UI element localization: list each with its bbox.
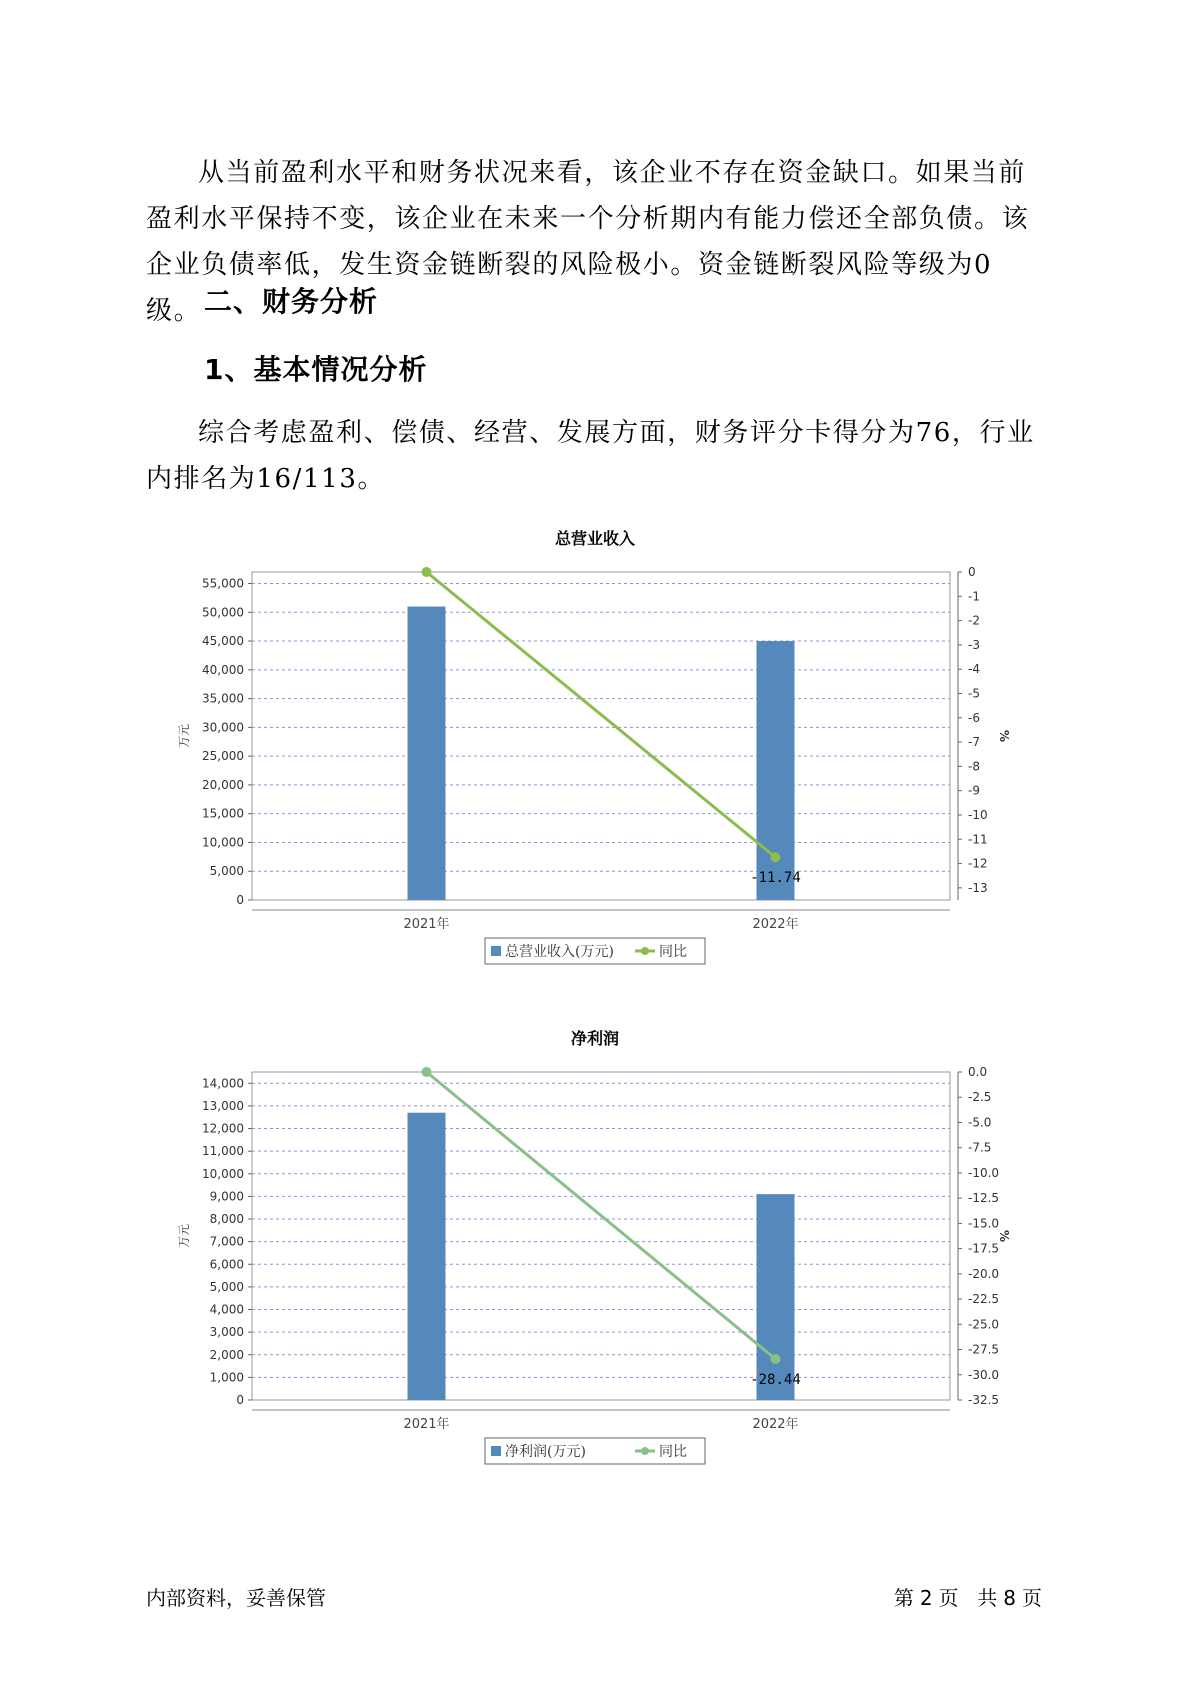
page-current: 2 xyxy=(919,1586,933,1610)
revenue-chart xyxy=(0,520,1191,980)
revenue-line-point xyxy=(422,567,432,577)
net-profit-title: 净利润 xyxy=(570,1029,620,1048)
net-profit-x-tick-label: 2021年 xyxy=(403,1417,450,1432)
net-profit-y2-tick-label: -17.5 xyxy=(968,1241,1000,1256)
net-profit-legend-line-label: 同比 xyxy=(659,1444,687,1460)
revenue-y2-tick-label: -10 xyxy=(968,807,988,822)
revenue-y2-tick-label: -9 xyxy=(968,783,980,798)
net-profit-y-tick-label: 1,000 xyxy=(209,1370,244,1385)
net-profit-x-tick-label: 2022年 xyxy=(752,1417,799,1432)
net-profit-bar xyxy=(408,1113,446,1400)
net-profit-y-tick-label: 12,000 xyxy=(202,1121,244,1136)
net-profit-y2-tick-label: -20.0 xyxy=(968,1266,1000,1281)
revenue-y-tick-label: 25,000 xyxy=(202,749,244,764)
revenue-y2-tick-label: -7 xyxy=(968,735,980,750)
revenue-y2-axis-label: % xyxy=(997,729,1011,743)
net-profit-legend-bar-label: 净利润(万元) xyxy=(505,1444,586,1460)
net-profit-y-tick-label: 4,000 xyxy=(209,1302,244,1317)
revenue-y-tick-label: 45,000 xyxy=(202,634,244,649)
net-profit-y-tick-label: 3,000 xyxy=(209,1325,244,1340)
revenue-y2-tick-label: -11 xyxy=(968,832,988,847)
revenue-y-tick-label: 5,000 xyxy=(209,864,244,879)
revenue-y2-tick-label: -2 xyxy=(968,613,980,628)
revenue-y2-tick-label: -12 xyxy=(968,856,988,871)
subsection-heading-basic-analysis: 1、基本情况分析 xyxy=(204,353,428,386)
revenue-y2-tick-label: -3 xyxy=(968,637,980,652)
revenue-y-tick-label: 35,000 xyxy=(202,691,244,706)
page-suffix: 页 xyxy=(938,1586,959,1610)
revenue-y-tick-label: 15,000 xyxy=(202,806,244,821)
net-profit-chart-svg xyxy=(0,1020,1191,1480)
net-profit-y-tick-label: 9,000 xyxy=(209,1189,244,1204)
net-profit-y2-tick-label: -2.5 xyxy=(968,1090,992,1105)
revenue-y-tick-label: 0 xyxy=(236,893,244,907)
net-profit-legend-bar-swatch xyxy=(491,1446,501,1456)
net-profit-y-tick-label: 0 xyxy=(236,1393,244,1407)
net-profit-data-label: -28.44 xyxy=(750,1372,801,1389)
net-profit-y2-tick-label: -27.5 xyxy=(968,1342,1000,1357)
revenue-y-tick-label: 40,000 xyxy=(202,662,244,677)
page-prefix: 第 xyxy=(893,1586,914,1610)
revenue-data-label: -11.74 xyxy=(750,870,801,887)
total-suffix: 页 xyxy=(1022,1586,1042,1610)
net-profit-line-point xyxy=(422,1067,432,1077)
revenue-x-tick-label: 2022年 xyxy=(752,917,799,932)
net-profit-y2-axis-label: % xyxy=(997,1229,1011,1243)
net-profit-legend-line-marker xyxy=(641,1447,649,1455)
revenue-legend-bar-swatch xyxy=(491,946,501,956)
net-profit-y-tick-label: 13,000 xyxy=(202,1098,244,1113)
net-profit-y-tick-label: 6,000 xyxy=(209,1257,244,1272)
revenue-legend-bar-label: 总营业收入(万元) xyxy=(505,944,614,960)
net-profit-line-point xyxy=(771,1354,781,1364)
section-heading-financial-analysis: 二、财务分析 xyxy=(204,285,379,318)
revenue-plot-area xyxy=(252,572,950,900)
total-prefix: 共 xyxy=(977,1586,998,1610)
net-profit-y-tick-label: 2,000 xyxy=(209,1347,244,1362)
revenue-y2-tick-label: 0 xyxy=(968,565,976,579)
net-profit-y-tick-label: 14,000 xyxy=(202,1076,244,1091)
net-profit-y-tick-label: 10,000 xyxy=(202,1166,244,1181)
net-profit-plot-area xyxy=(252,1072,950,1400)
net-profit-y2-tick-label: -12.5 xyxy=(968,1191,1000,1206)
net-profit-y-tick-label: 11,000 xyxy=(202,1144,244,1159)
revenue-legend-line-label: 同比 xyxy=(659,944,687,960)
net-profit-y2-tick-label: -32.5 xyxy=(968,1393,1000,1407)
revenue-y-tick-label: 50,000 xyxy=(202,605,244,620)
revenue-y2-tick-label: -6 xyxy=(968,710,980,725)
revenue-bar xyxy=(408,607,446,900)
total-pages: 8 xyxy=(1003,1586,1016,1610)
net-profit-y-tick-label: 7,000 xyxy=(209,1234,244,1249)
revenue-title: 总营业收入 xyxy=(554,529,636,548)
net-profit-y2-tick-label: -22.5 xyxy=(968,1292,1000,1307)
revenue-y-tick-label: 55,000 xyxy=(202,576,244,591)
net-profit-y2-tick-label: -30.0 xyxy=(968,1367,1000,1382)
revenue-y-tick-label: 30,000 xyxy=(202,720,244,735)
risk-paragraph: 从当前盈利水平和财务状况来看，该企业不存在资金缺口。如果当前盈利水平保持不变，该企业在未来一个分析期内有能力偿还全部负债。该企业负债率低，发生资金链断裂的风险极小。资金链断裂风险等级为0级。 xyxy=(146,158,1030,326)
net-profit-bar xyxy=(757,1194,795,1400)
revenue-y2-tick-label: -8 xyxy=(968,759,980,774)
revenue-y2-tick-label: -13 xyxy=(968,880,988,895)
revenue-y2-tick-label: -1 xyxy=(968,589,980,604)
revenue-chart-svg xyxy=(0,520,1191,980)
score-paragraph: 综合考虑盈利、偿债、经营、发展方面，财务评分卡得分为76，行业内排名为16/113。 xyxy=(146,418,1035,494)
revenue-y2-tick-label: -4 xyxy=(968,662,980,677)
net-profit-y-tick-label: 8,000 xyxy=(209,1212,244,1227)
net-profit-y-tick-label: 5,000 xyxy=(209,1279,244,1294)
net-profit-y2-tick-label: -5.0 xyxy=(968,1115,992,1130)
net-profit-y2-tick-label: -25.0 xyxy=(968,1317,1000,1332)
revenue-y-tick-label: 10,000 xyxy=(202,835,244,850)
revenue-x-tick-label: 2021年 xyxy=(403,917,450,932)
net-profit-y2-tick-label: -15.0 xyxy=(968,1216,1000,1231)
revenue-y-axis-label: 万元 xyxy=(177,723,191,749)
revenue-line-point xyxy=(771,852,781,862)
net-profit-y2-tick-label: -7.5 xyxy=(968,1140,992,1155)
net-profit-y2-tick-label: 0.0 xyxy=(968,1065,988,1079)
revenue-y2-tick-label: -5 xyxy=(968,686,980,701)
revenue-legend-line-marker xyxy=(641,947,649,955)
net-profit-y-axis-label: 万元 xyxy=(177,1223,191,1249)
revenue-y-tick-label: 20,000 xyxy=(202,777,244,792)
net-profit-chart xyxy=(0,1020,1191,1480)
net-profit-y2-tick-label: -10.0 xyxy=(968,1165,1000,1180)
footer-confidential-note: 内部资料，妥善保管 xyxy=(146,1586,326,1610)
footer-page-number xyxy=(891,1582,1045,1611)
